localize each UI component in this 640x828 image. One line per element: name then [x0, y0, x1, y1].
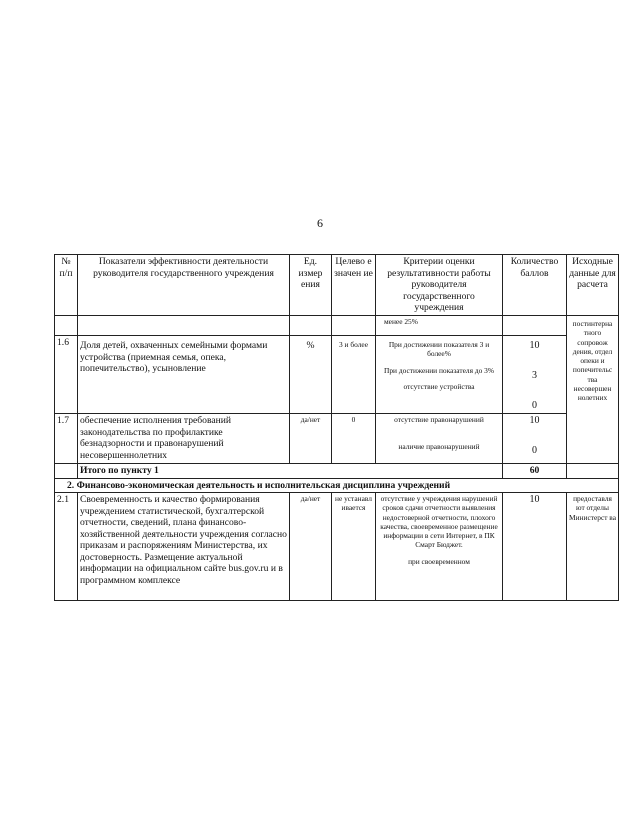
points-value: 0 [532, 400, 537, 411]
unit-cell: % [290, 336, 332, 414]
unit-cell: да/нет [290, 414, 332, 464]
points-cell [503, 414, 567, 464]
points-value: 10 [529, 415, 540, 426]
criteria-cell [376, 336, 503, 414]
points-cell [503, 336, 567, 414]
criteria-line: отсутствие правонарушений [394, 415, 484, 424]
points-cell [503, 493, 567, 601]
header-source: Исходные данные для расчета [567, 255, 619, 316]
criteria-line: отсутствие устройства [403, 381, 475, 391]
target-cell: 3 и более [332, 336, 376, 414]
total-label: Итого по пункту 1 [78, 464, 503, 479]
source-cell-2-1: предоставля ют отделы Министерст ва [567, 493, 619, 601]
row-number: 1.6 [55, 336, 78, 414]
indicator-cell: обеспечение исполнения требований законодательства по профилактике безнадзорности и правонарушений несовершеннолетних [78, 414, 290, 464]
criteria-line: При достижении показателя до 3% [384, 365, 494, 375]
criteria-line: отсутствие у учреждения нарушений сроков сдачи отчетности выявления недостоверной отчетности, плохого качества, своевременное размещение информации в сети Интернет, в ПК Смарт Бюджет. [380, 494, 498, 550]
points-value: 10 [529, 340, 540, 351]
criteria-cell: менее 25% [376, 316, 503, 336]
table-row-total [55, 464, 619, 479]
header-points: Количество баллов [503, 255, 567, 316]
unit-cell: да/нет [290, 493, 332, 601]
criteria-line: наличие правонарушений [398, 442, 480, 452]
criteria-cell [376, 414, 503, 464]
target-cell: не устанавл ивается [332, 493, 376, 601]
header-num: № п/п [55, 255, 78, 316]
table-row-1-7 [55, 414, 619, 464]
header-criteria: Критерии оценки результативности работы руководителя государственного учреждения [376, 255, 503, 316]
evaluation-table [54, 254, 619, 601]
page-number: 6 [317, 216, 323, 230]
header-unit: Ед. измер ения [290, 255, 332, 316]
row-number: 1.7 [55, 414, 78, 464]
table-row-2-1 [55, 493, 619, 601]
header-indicators: Показатели эффективности деятельности руководителя государственного учреждения [78, 255, 290, 316]
total-points: 60 [503, 464, 567, 479]
table-row-1-6 [55, 336, 619, 414]
table-header-row [55, 255, 619, 316]
points-value: 0 [532, 445, 537, 456]
criteria-line: при своевременном [408, 556, 470, 566]
criteria-line: При достижении показателя 3 и более% [388, 340, 490, 359]
target-cell: 0 [332, 414, 376, 464]
row-number: 2.1 [55, 493, 78, 601]
header-target: Целево е значен ие [332, 255, 376, 316]
source-cell-1-6: постинтерна тного сопровож дения, отдел опеки и попечительс тва несовершен нолетних [567, 316, 619, 464]
section-2-title: 2. Финансово-экономическая деятельность и исполнительская дисциплина учреждений [55, 478, 619, 493]
points-value: 3 [532, 370, 537, 381]
table-row-continuation [55, 316, 619, 336]
indicator-cell: Доля детей, охваченных семейными формами устройства (приемная семья, опека, попечительство), усыновление [78, 336, 290, 414]
indicator-cell: Своевременность и качество формирования учреждением статистической, бухгалтерской отчетности, сведений, плана финансово-хозяйственной деятельности учреждения согласно приказам и распоряжениям Министерства, их достоверность. Размещение актуальной информации на официальном сайте bus.gov.ru и в программном комплексе [78, 493, 290, 601]
table-row-section-2 [55, 478, 619, 493]
criteria-cell [376, 493, 503, 601]
points-value: 10 [529, 494, 540, 505]
